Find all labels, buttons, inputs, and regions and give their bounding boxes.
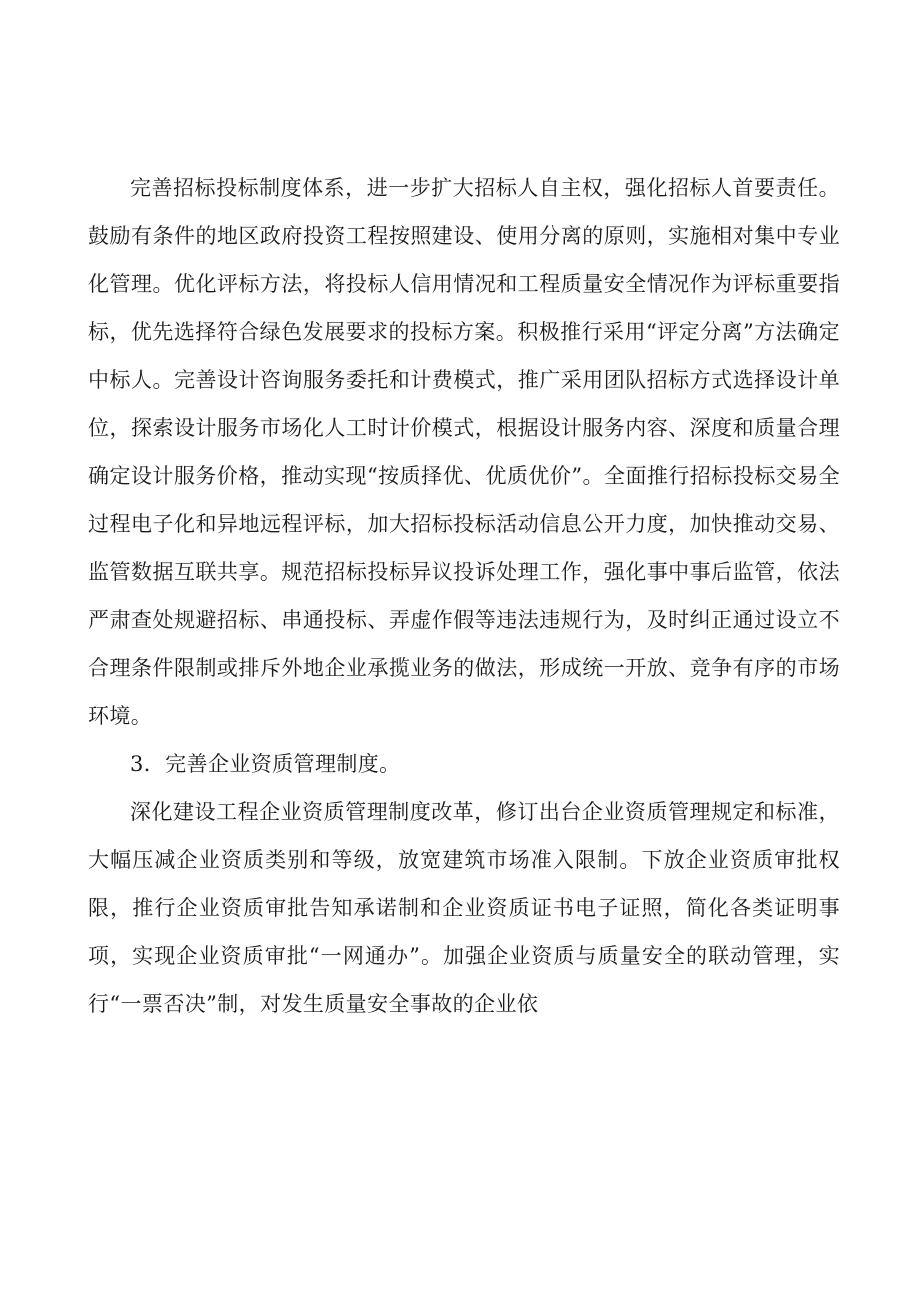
document-body — [88, 164, 840, 1028]
paragraph-bidding-system: 完善招标投标制度体系，进一步扩大招标人自主权，强化招标人首要责任。鼓励有条件的地区政府投资工程按照建设、使用分离的原则，实施相对集中专业化管理。优化评标方法，将投标人信用情况和工程质量安全情况作为评标重要指标，优先选择符合绿色发展要求的投标方案。积极推行采用“评定分离”方法确定中标人。完善设计咨询服务委托和计费模式，推广采用团队招标方式选择设计单位，探索设计服务市场化人工时计价模式，根据设计服务内容、深度和质量合理确定设计服务价格，推动实现“按质择优、优质优价”。全面推行招标投标交易全过程电子化和异地远程评标，加大招标投标活动信息公开力度，加快推动交易、监管数据互联共享。规范招标投标异议投诉处理工作，强化事中事后监管，依法严肃查处规避招标、串通投标、弄虚作假等违法违规行为，及时纠正通过设立不合理条件限制或排斥外地企业承揽业务的做法，形成统一开放、竞争有序的市场环境。 — [88, 176, 840, 728]
paragraph-qualification-reform: 深化建设工程企业资质管理制度改革，修订出台企业资质管理规定和标准，大幅压减企业资质类别和等级，放宽建筑市场准入限制。下放企业资质审批权限，推行企业资质审批告知承诺制和企业资质证书电子证照，简化各类证明事项，实现企业资质审批“一网通办”。加强企业资质与质量安全的联动管理，实行“一票否决”制，对发生质量安全事故的企业依 — [88, 800, 840, 1016]
section-heading-qualification: 3．完善企业资质管理制度。 — [130, 752, 401, 776]
